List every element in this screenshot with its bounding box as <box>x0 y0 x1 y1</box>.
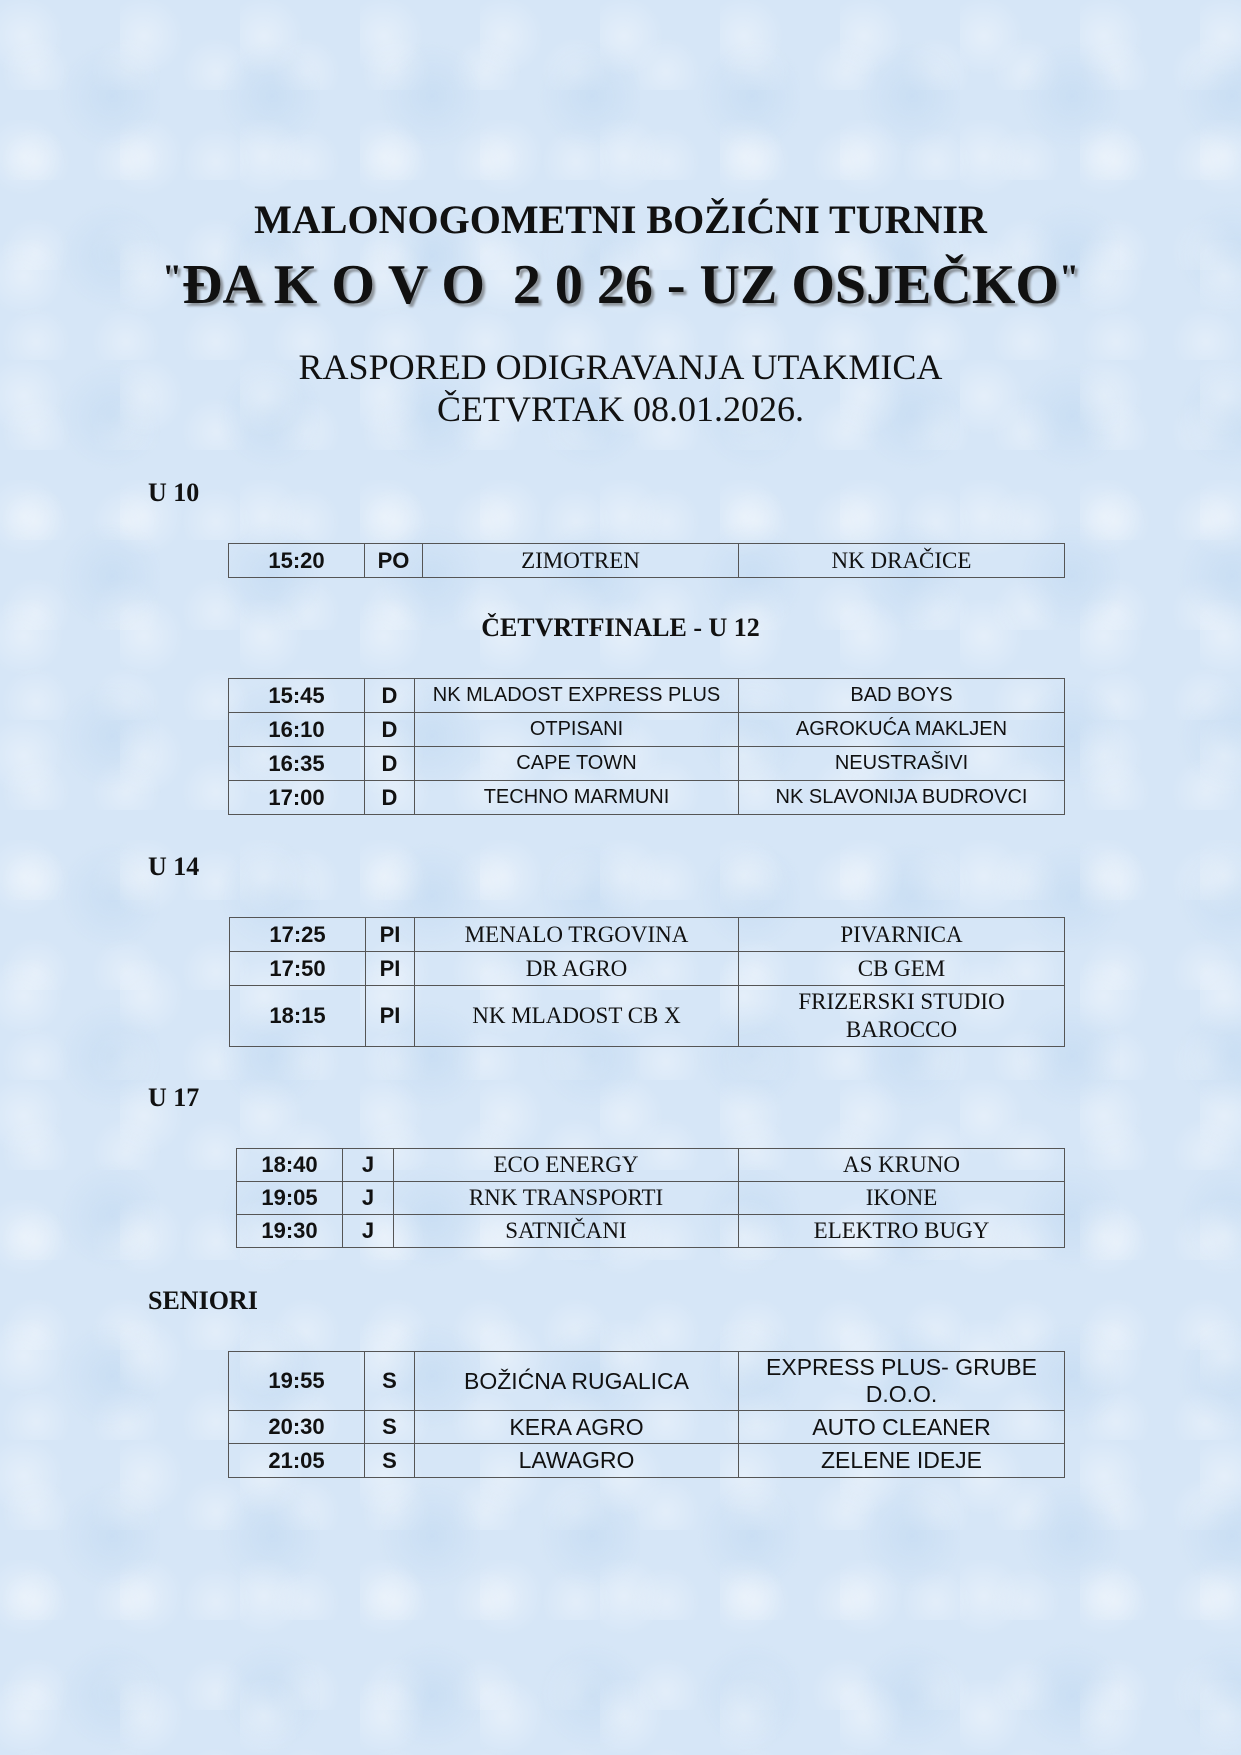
away-team: ZELENE IDEJE <box>739 1444 1065 1478</box>
match-group: D <box>365 679 415 713</box>
tournament-name-text: ĐA K O V O 2 0 26 - UZ OSJEČKO <box>182 254 1059 316</box>
match-group: PI <box>366 952 415 986</box>
table-row <box>229 1411 1065 1444</box>
table-row <box>229 679 1065 713</box>
section-label-u14: U 14 <box>148 852 200 881</box>
quote-close: " <box>1058 257 1079 297</box>
away-team: BAD BOYS <box>739 679 1065 713</box>
match-group: S <box>365 1411 415 1444</box>
home-team: ZIMOTREN <box>423 544 739 578</box>
home-team: DR AGRO <box>415 952 739 986</box>
away-team: PIVARNICA <box>739 918 1065 952</box>
match-time: 18:40 <box>237 1149 343 1182</box>
match-time: 19:55 <box>229 1352 365 1411</box>
schedule-heading: RASPORED ODIGRAVANJA UTAKMICA <box>298 347 943 387</box>
section-label-u12: ČETVRTFINALE - U 12 <box>481 613 760 642</box>
away-team: NEUSTRAŠIVI <box>739 747 1065 781</box>
quote-open: " <box>162 257 183 297</box>
home-team: NK MLADOST CB X <box>415 986 739 1047</box>
away-team: AGROKUĆA MAKLJEN <box>739 713 1065 747</box>
schedule-date: ČETVRTAK 08.01.2026. <box>437 389 804 429</box>
home-team: KERA AGRO <box>415 1411 739 1444</box>
home-team: SATNIČANI <box>394 1215 739 1248</box>
tournament-name <box>0 244 1241 318</box>
table-row <box>230 952 1065 986</box>
schedule-table-u14 <box>229 917 1065 1047</box>
table-row <box>229 1444 1065 1478</box>
away-team: IKONE <box>739 1182 1065 1215</box>
schedule-table-u10 <box>228 543 1065 578</box>
match-time: 18:15 <box>230 986 366 1047</box>
home-team: CAPE TOWN <box>415 747 739 781</box>
match-group: PI <box>366 986 415 1047</box>
home-team: TECHNO MARMUNI <box>415 781 739 815</box>
home-team: LAWAGRO <box>415 1444 739 1478</box>
schedule-table-u12 <box>228 678 1065 815</box>
match-time: 16:10 <box>229 713 365 747</box>
match-time: 15:45 <box>229 679 365 713</box>
match-time: 20:30 <box>229 1411 365 1444</box>
away-team: ELEKTRO BUGY <box>739 1215 1065 1248</box>
away-team: EXPRESS PLUS- GRUBE D.O.O. <box>739 1352 1065 1411</box>
away-team: NK DRAČICE <box>739 544 1065 578</box>
match-group: S <box>365 1444 415 1478</box>
home-team: MENALO TRGOVINA <box>415 918 739 952</box>
match-group: J <box>343 1215 394 1248</box>
match-time: 19:05 <box>237 1182 343 1215</box>
table-row <box>237 1149 1065 1182</box>
home-team: BOŽIĆNA RUGALICA <box>415 1352 739 1411</box>
table-row <box>229 713 1065 747</box>
away-team: FRIZERSKI STUDIO BAROCCO <box>739 986 1065 1047</box>
match-group: D <box>365 781 415 815</box>
table-row <box>230 918 1065 952</box>
match-group: J <box>343 1149 394 1182</box>
section-label-seniori: SENIORI <box>148 1286 258 1315</box>
table-row <box>229 1352 1065 1411</box>
match-group: PO <box>365 544 423 578</box>
schedule-table-seniori <box>228 1351 1065 1478</box>
table-row <box>237 1215 1065 1248</box>
away-team: NK SLAVONIJA BUDROVCI <box>739 781 1065 815</box>
away-team: CB GEM <box>739 952 1065 986</box>
match-time: 19:30 <box>237 1215 343 1248</box>
match-time: 17:50 <box>230 952 366 986</box>
schedule-table-u17 <box>236 1148 1065 1248</box>
match-group: J <box>343 1182 394 1215</box>
tournament-title: MALONOGOMETNI BOŽIĆNI TURNIR <box>254 197 987 242</box>
table-row <box>229 781 1065 815</box>
match-time: 17:25 <box>230 918 366 952</box>
home-team: RNK TRANSPORTI <box>394 1182 739 1215</box>
section-label-u17: U 17 <box>148 1083 200 1112</box>
match-time: 17:00 <box>229 781 365 815</box>
match-group: D <box>365 713 415 747</box>
table-row <box>229 747 1065 781</box>
away-team: AUTO CLEANER <box>739 1411 1065 1444</box>
table-row <box>237 1182 1065 1215</box>
table-row <box>229 544 1065 578</box>
match-time: 21:05 <box>229 1444 365 1478</box>
match-group: PI <box>366 918 415 952</box>
match-time: 16:35 <box>229 747 365 781</box>
section-label-u10: U 10 <box>148 478 200 507</box>
home-team: ECO ENERGY <box>394 1149 739 1182</box>
home-team: OTPISANI <box>415 713 739 747</box>
match-group: S <box>365 1352 415 1411</box>
match-time: 15:20 <box>229 544 365 578</box>
match-group: D <box>365 747 415 781</box>
home-team: NK MLADOST EXPRESS PLUS <box>415 679 739 713</box>
away-team: AS KRUNO <box>739 1149 1065 1182</box>
table-row <box>230 986 1065 1047</box>
